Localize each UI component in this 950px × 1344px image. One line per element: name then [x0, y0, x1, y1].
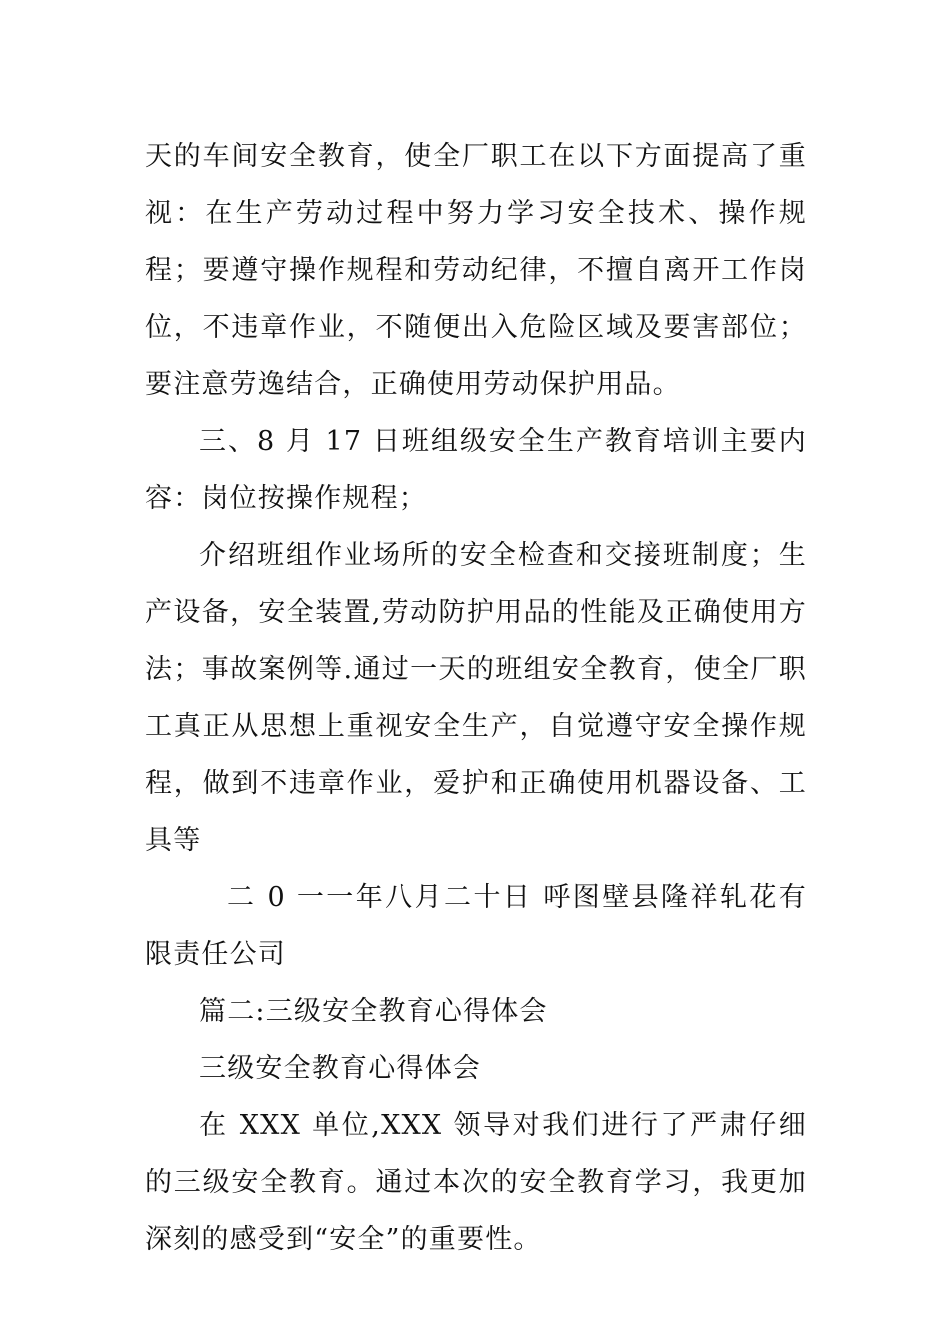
paragraph-team-training-content: 介绍班组作业场所的安全检查和交接班制度；生产设备，安全装置,劳动防护用品的性能及正确使用方法；事故案例等.通过一天的班组安全教育，使全厂职工真正从思想上重视安全生产，自觉遵守安全操作规程，做到不违章作业，爱护和正确使用机器设备、工具等 [145, 540, 807, 856]
paragraph-workshop-education: 天的车间安全教育，使全厂职工在以下方面提高了重视：在生产劳动过程中努力学习安全技术、操作规程；要遵守操作规程和劳动纪律，不擅自离开工作岗位，不违章作业，不随便出入危险区域及要害部位；要注意劳逸结合，正确使用劳动保护用品。 [145, 141, 807, 400]
article-title: 三级安全教育心得体会 [199, 1053, 481, 1084]
section-title: 篇二:三级安全教育心得体会 [199, 996, 548, 1027]
paragraph-intro: 在 XXX 单位,XXX 领导对我们进行了严肃仔细的三级安全教育。通过本次的安全教育学习，我更加深刻的感受到“安全”的重要性。 [145, 1110, 807, 1255]
document-body [145, 128, 807, 1268]
paragraph-team-training-heading: 三、8 月 17 日班组级安全生产教育培训主要内容：岗位按操作规程； [145, 426, 807, 514]
paragraph-date-signature: 二 0 一一年八月二十日 呼图壁县隆祥轧花有限责任公司 [145, 882, 807, 970]
